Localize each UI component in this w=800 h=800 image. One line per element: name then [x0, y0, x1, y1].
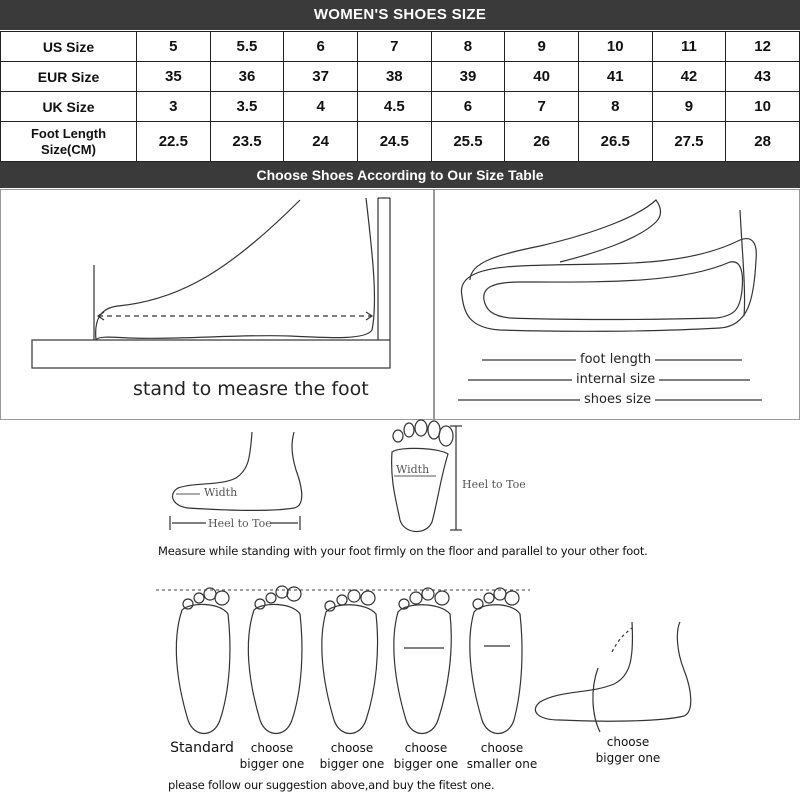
- side-foot-illustration: [170, 432, 302, 530]
- table-cell: 3.5: [210, 92, 284, 122]
- foot-type-label: [166, 740, 238, 756]
- table-cell: 28: [726, 122, 800, 162]
- table-cell: 43: [726, 62, 800, 92]
- table-cell: 5.5: [210, 32, 284, 62]
- table-cell: 6: [284, 32, 358, 62]
- measurement-instruction: Measure while standing with your foot firmly on the floor and parallel to your other foot.: [158, 544, 648, 558]
- foot-type-label: [590, 734, 666, 766]
- foot-type-label-line: smaller one: [466, 757, 538, 771]
- foot-type-label: [390, 740, 462, 772]
- table-cell: 22.5: [137, 122, 211, 162]
- foot-length-label: foot length: [576, 352, 655, 367]
- table-cell: 27.5: [652, 122, 726, 162]
- row-header: EUR Size: [1, 62, 137, 92]
- shoe-cross-section-illustration: [458, 200, 762, 400]
- foot-type-label: [316, 740, 388, 772]
- table-cell: 7: [357, 32, 431, 62]
- row-header: UK Size: [1, 92, 137, 122]
- table-cell: 40: [505, 62, 579, 92]
- table-cell: 5: [137, 32, 211, 62]
- table-cell: 8: [578, 92, 652, 122]
- foot-type-label-line: bigger one: [393, 757, 459, 771]
- foot-type-label-line: bigger one: [239, 757, 305, 771]
- table-cell: 37: [284, 62, 358, 92]
- table-cell: 3: [137, 92, 211, 122]
- section-banner: Choose Shoes According to Our Size Table: [0, 162, 800, 188]
- foot-type-high-instep: [535, 622, 690, 732]
- foot-type-label: [462, 740, 542, 772]
- footer-note: please follow our suggestion above,and buy the fitest one.: [168, 778, 495, 792]
- table-cell: 12: [726, 32, 800, 62]
- table-cell: 9: [505, 32, 579, 62]
- table-cell: 10: [726, 92, 800, 122]
- table-cell: 41: [578, 62, 652, 92]
- foot-type-label-line: choose: [606, 735, 650, 749]
- foot-type-long-toe: [248, 586, 302, 734]
- foot-type-label-line: choose: [330, 741, 374, 755]
- foot-type-label-line: choose: [404, 741, 448, 755]
- table-cell: 26.5: [578, 122, 652, 162]
- table-cell: 26: [505, 122, 579, 162]
- width-label-sole: Width: [396, 463, 430, 476]
- foot-type-label-line: bigger one: [595, 751, 661, 765]
- foot-type-wide-foot: [394, 588, 451, 734]
- table-cell: 39: [431, 62, 505, 92]
- table-cell: 10: [578, 32, 652, 62]
- foot-type-wide-toe: [322, 590, 378, 734]
- table-cell: 4.5: [357, 92, 431, 122]
- table-cell: 36: [210, 62, 284, 92]
- table-cell: 11: [652, 32, 726, 62]
- foot-type-label: [236, 740, 308, 772]
- table-cell: 4: [284, 92, 358, 122]
- shoes-size-label: shoes size: [580, 392, 655, 407]
- row-header-line: Foot Length: [30, 125, 107, 141]
- foot-type-label-line: choose: [480, 741, 524, 755]
- table-cell: 24.5: [357, 122, 431, 162]
- internal-size-label: internal size: [572, 372, 659, 387]
- measure-caption: stand to measre the foot: [133, 378, 369, 400]
- row-header-line: Size(CM): [41, 141, 96, 157]
- foot-against-wall-illustration: [32, 198, 390, 368]
- table-cell: 9: [652, 92, 726, 122]
- table-cell: 38: [357, 62, 431, 92]
- foot-type-label-line: choose: [250, 741, 294, 755]
- table-cell: 25.5: [431, 122, 505, 162]
- heel-to-toe-label-side: Heel to Toe: [208, 517, 272, 530]
- table-cell: 23.5: [210, 122, 284, 162]
- foot-type-label-line: bigger one: [319, 757, 385, 771]
- row-header: US Size: [1, 32, 137, 62]
- width-label-side: Width: [204, 486, 238, 499]
- table-cell: 6: [431, 92, 505, 122]
- table-cell: 7: [505, 92, 579, 122]
- foot-type-standard: [176, 588, 230, 734]
- table-cell: 24: [284, 122, 358, 162]
- heel-to-toe-label-sole: Heel to Toe: [462, 478, 526, 491]
- foot-type-narrow-foot: [470, 588, 522, 734]
- table-cell: 35: [137, 62, 211, 92]
- table-cell: 42: [652, 62, 726, 92]
- size-chart-title: WOMEN'S SHOES SIZE: [0, 0, 800, 30]
- foot-type-label-line: Standard: [170, 740, 234, 756]
- table-cell: 8: [431, 32, 505, 62]
